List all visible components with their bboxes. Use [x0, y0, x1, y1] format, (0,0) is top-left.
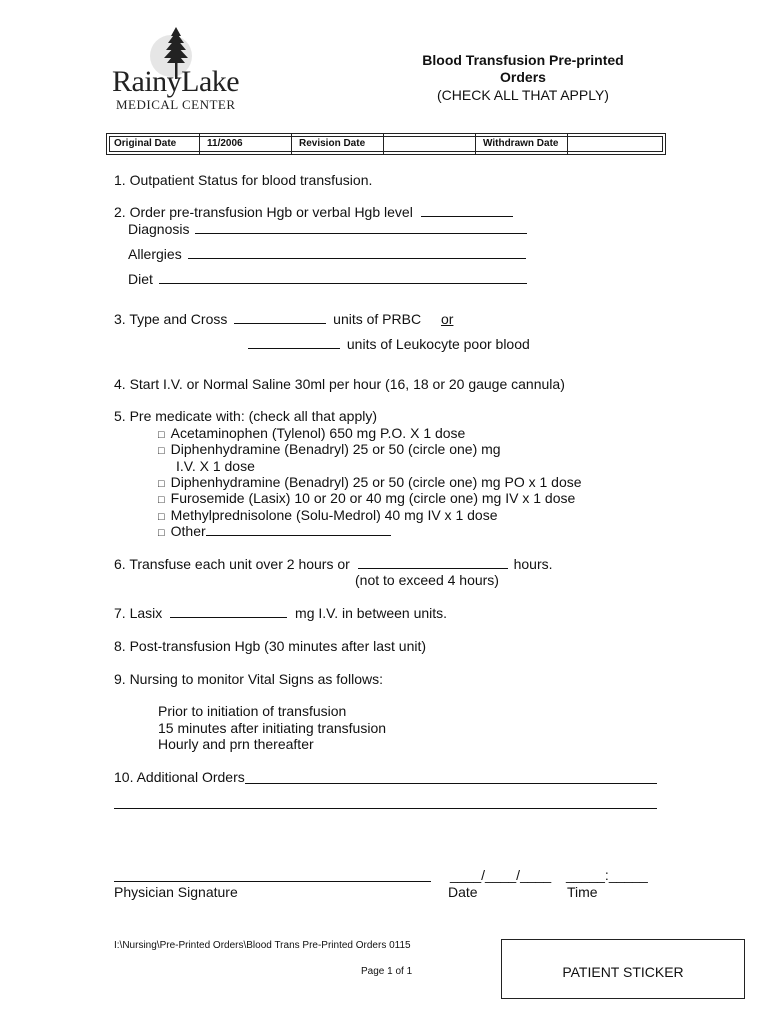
additional-orders-line-1[interactable]: [245, 783, 657, 784]
diagnosis-row: [128, 221, 527, 237]
prbc-units-label: units of PRBC: [333, 311, 422, 327]
item-6-note: (not to exceed 4 hours): [355, 572, 499, 588]
med-option-diphenhydramine-iv-cont: I.V. X 1 dose: [176, 458, 255, 474]
hgb-level-blank[interactable]: [421, 204, 513, 217]
med-option-label: Furosemide (Lasix) 10 or 20 or 40 mg (circle one) mg IV x 1 dose: [170, 490, 576, 506]
leuko-units-label: units of Leukocyte poor blood: [346, 336, 530, 352]
checkbox-methylprednisolone[interactable]: □: [158, 511, 165, 523]
other-blank[interactable]: [206, 523, 391, 536]
med-option-label: Diphenhydramine (Benadryl) 25 or 50 (circle one) mg PO x 1 dose: [170, 474, 582, 490]
item-10-additional-orders: 10. Additional Orders: [114, 769, 245, 785]
med-option-acetaminophen: [158, 425, 465, 441]
lasix-mg-blank[interactable]: [170, 605, 287, 618]
med-option-other: [158, 523, 391, 539]
item-4-iv: 4. Start I.V. or Normal Saline 30ml per hour (16, 18 or 20 gauge cannula): [114, 376, 565, 392]
diet-blank[interactable]: [159, 271, 527, 284]
additional-orders-line-2[interactable]: [114, 808, 657, 809]
diagnosis-label: Diagnosis: [128, 221, 190, 237]
med-option-diphenhydramine-po: [158, 474, 582, 490]
diet-row: [128, 271, 527, 287]
date-blank[interactable]: ____/____/____: [450, 867, 552, 883]
date-label: Date: [448, 884, 478, 900]
item-2-row: [114, 204, 513, 220]
diet-label: Diet: [128, 271, 153, 287]
vitals-line-3: Hourly and prn thereafter: [158, 736, 314, 752]
patient-sticker-box: [501, 939, 745, 999]
lasix-rest: mg I.V. in between units.: [295, 605, 448, 621]
time-blank[interactable]: _____:_____: [566, 867, 648, 883]
allergies-label: Allergies: [128, 246, 182, 262]
checkbox-other[interactable]: □: [158, 527, 165, 539]
time-label: Time: [567, 884, 598, 900]
item-3-label: 3. Type and Cross: [114, 311, 228, 327]
diagnosis-blank[interactable]: [195, 221, 527, 234]
med-option-label: Acetaminophen (Tylenol) 650 mg P.O. X 1 dose: [170, 425, 466, 441]
item-8-post-hgb: 8. Post-transfusion Hgb (30 minutes after last unit): [114, 638, 427, 654]
physician-signature-line[interactable]: [114, 881, 431, 882]
med-option-furosemide: [158, 490, 575, 506]
vitals-line-1: Prior to initiation of transfusion: [158, 703, 347, 719]
item-3-row: [114, 311, 453, 327]
title-line3: (CHECK ALL THAT APPLY): [437, 87, 609, 103]
hours-label: hours.: [513, 556, 553, 572]
med-option-diphenhydramine-iv: [158, 441, 501, 457]
withdrawn-date-label: Withdrawn Date: [476, 134, 568, 154]
date-table: [106, 133, 666, 155]
checkbox-diphenhydramine-iv[interactable]: □: [158, 445, 165, 457]
rainy-lake-logo: [112, 25, 252, 115]
item-9-vitals: 9. Nursing to monitor Vital Signs as follows:: [114, 671, 383, 687]
withdrawn-date-value: [568, 134, 665, 154]
or-text: or: [440, 311, 454, 327]
item-1-outpatient: 1. Outpatient Status for blood transfusion.: [114, 172, 373, 188]
patient-sticker-label: PATIENT STICKER: [562, 964, 684, 980]
original-date-value: 11/2006: [200, 134, 292, 154]
med-option-methylprednisolone: [158, 507, 497, 523]
item-2-label: 2. Order pre-transfusion Hgb or verbal Hgb level: [114, 204, 413, 220]
file-path: I:\Nursing\Pre-Printed Orders\Blood Trans Pre-Printed Orders 0115: [114, 940, 411, 951]
checkbox-acetaminophen[interactable]: □: [158, 429, 165, 441]
med-option-label: Diphenhydramine (Benadryl) 25 or 50 (circle one) mg: [170, 441, 501, 457]
allergies-blank[interactable]: [188, 246, 526, 259]
transfuse-hours-blank[interactable]: [358, 556, 508, 569]
leuko-units-blank[interactable]: [248, 336, 340, 349]
page-number: Page 1 of 1: [361, 966, 413, 977]
item-7-label: 7. Lasix: [114, 605, 163, 621]
revision-date-value: [384, 134, 476, 154]
logo-name: RainyLake: [112, 65, 240, 98]
revision-date-label: Revision Date: [292, 134, 384, 154]
item-6-label: 6. Transfuse each unit over 2 hours or: [114, 556, 350, 572]
allergies-row: [128, 246, 526, 262]
prbc-units-blank[interactable]: [234, 311, 326, 324]
med-option-label: Methylprednisolone (Solu-Medrol) 40 mg IV x 1 dose: [170, 507, 498, 523]
title-line1: Blood Transfusion Pre-printed: [422, 52, 624, 68]
leuko-row: [248, 336, 530, 352]
logo-subtitle: MEDICAL CENTER: [116, 97, 236, 112]
item-6-row: [114, 556, 553, 572]
item-5-premedicate: 5. Pre medicate with: (check all that apply): [114, 408, 378, 424]
med-option-label: Other: [170, 523, 206, 539]
vitals-line-2: 15 minutes after initiating transfusion: [158, 720, 387, 736]
checkbox-furosemide[interactable]: □: [158, 494, 165, 506]
title-line2: Orders: [500, 69, 546, 85]
physician-signature-label: Physician Signature: [114, 884, 238, 900]
original-date-label: Original Date: [107, 134, 200, 154]
checkbox-diphenhydramine-po[interactable]: □: [158, 478, 165, 490]
item-7-row: [114, 605, 447, 621]
